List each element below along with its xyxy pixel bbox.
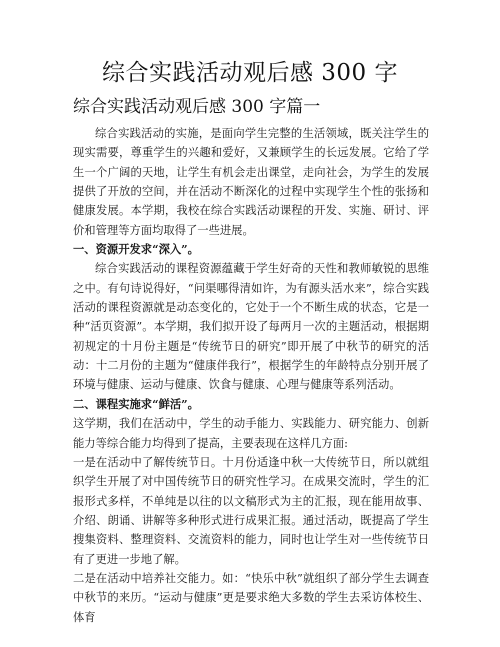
document-title: 综合实践活动观后感 300 字 [101,60,399,86]
section-subtitle: 综合实践活动观后感 300 字篇一 [73,97,321,117]
paragraph-social-skills: 二是在活动中培养社交能力。如：“快乐中秋”就组织了部分学生去调查中秋节的来历。“运动与健康”更是要求绝大多数的学生去采访体校生、体育 [73,571,429,624]
heading-resource-development: 一、资源开发求“深入”。 [73,242,199,257]
paragraph-resources: 综合实践活动的课程资源蕴藏于学生好奇的天性和教师敏锐的思维之中。有句诗说得好，“问渠哪得清如许，为有源头活水来”，综合实践活动的课程资源就是动态变化的，它处于一个不断生成的状态，它是一种“活页资源”。本学期，我们拟开设了每两月一次的主题活动，根据期初规定的十月份主题是“传统节日的研究”即开展了中秋节的研究的活动：十二月份的主题为“健康伴我行”，根据学生的年龄特点分别开展了环境与健康、运动与健康、饮食与健康、心理与健康等系列活动。 [73,262,429,392]
paragraph-abilities: 这学期，我们在活动中，学生的动手能力、实践能力、研究能力、创新能力等综合能力均得到了提高，主要表现在这样几方面: [73,417,429,450]
paragraph-intro: 综合实践活动的实施，是面向学生完整的生活领域，既关注学生的现实需要，尊重学生的兴趣和爱好，又兼顾学生的长远发展。它给了学生一个广阔的天地，让学生有机会走出课堂，走向社会，为学生的发展提供了开放的空间，并在活动不断深化的过程中实现学生个性的张扬和健康发展。本学期，我校在综合实践活动课程的开发、实施、研讨、评价和管理等方面均取得了一些进展。 [73,127,429,237]
heading-course-implementation: 二、课程实施求“鲜活”。 [73,396,199,411]
paragraph-traditional-festivals: 一是在活动中了解传统节日。十月份适逢中秋一大传统节日，所以就组织学生开展了对中国传统节日的研究性学习。在成果交流时，学生的汇报形式多样，不单纯是以往的以文稿形式为主的汇报，现在能用故事、介绍、朗诵、讲解等多种形式进行成果汇报。通过活动，既提高了学生搜集资料、整理资料、交流资料的能力，同时也让学生对一些传统节日有了更进一步地了解。 [73,455,429,566]
document-body [73,124,429,627]
